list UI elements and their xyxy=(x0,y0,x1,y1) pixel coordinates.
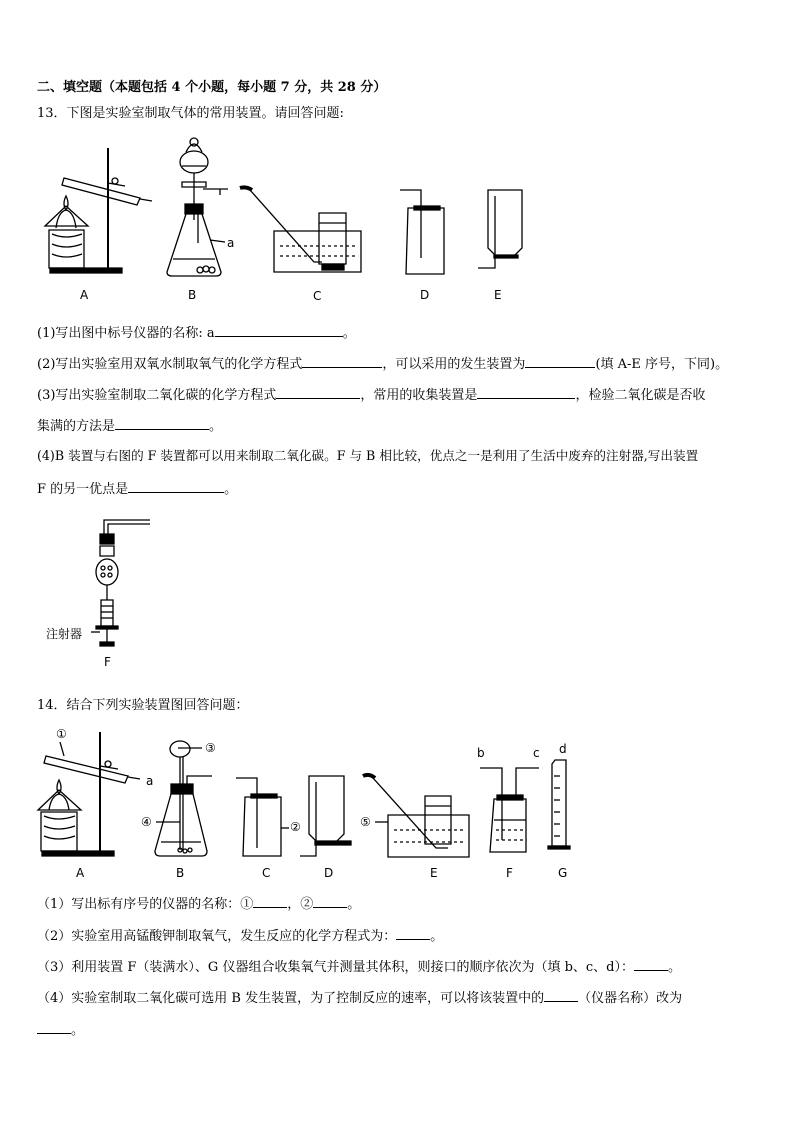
q14-apparatus-e xyxy=(363,775,469,857)
q13-l3e: 。 xyxy=(209,419,223,434)
q14-l2b: 。 xyxy=(430,929,444,944)
q13-syringe-label: 注射器 xyxy=(46,627,83,641)
q13-l3a: (3)写出实验室制取二氧化碳的化学方程式 xyxy=(37,388,277,403)
q14-stem: 14．结合下列实验装置图回答问题： xyxy=(37,698,249,713)
q14-l3b: 。 xyxy=(668,960,682,975)
q14-label-b: B xyxy=(176,866,185,880)
q14-l4c: 。 xyxy=(71,1023,85,1038)
q14-apparatus-g xyxy=(548,760,570,849)
q13-l1-text: (1)写出图中标号仪器的名称: a xyxy=(37,326,215,341)
q14-l1c: 。 xyxy=(347,897,361,912)
q14-label-c: C xyxy=(262,866,271,880)
q13-label-e: E xyxy=(494,288,502,302)
q13-l2b: ，可以采用的发生装置为 xyxy=(382,357,526,372)
q14-num-2: ② xyxy=(290,820,301,834)
q13-label-b: B xyxy=(188,288,197,302)
q13-label-c: C xyxy=(313,289,322,303)
section-title: 二、填空题（本题包括 4 个小题，每小题 7 分，共 28 分） xyxy=(37,80,387,95)
q14-label-f: F xyxy=(506,866,513,880)
q14-num-5: ⑤ xyxy=(360,815,371,829)
q14-l3a: （3）利用装置 F（装满水）、G 仪器组合收集氧气并测量其体积，则接口的顺序依次为（填 b、c、d）： xyxy=(37,960,634,975)
q14-label-d-port: d xyxy=(559,742,567,756)
q13-l2a: (2)写出实验室用双氧水制取氧气的化学方程式 xyxy=(37,357,303,372)
q14-apparatus-d xyxy=(300,776,351,856)
q13-stem: 13．下图是实验室制取气体的常用装置。请回答问题: xyxy=(37,106,344,121)
q13-label-a: A xyxy=(80,288,89,302)
q14-label-b-port: b xyxy=(477,746,485,760)
q13-l4b: F 的另一优点是 xyxy=(37,482,129,497)
q14-label-d: D xyxy=(324,866,334,880)
q14-num-1: ① xyxy=(56,727,67,741)
q14-label-a: A xyxy=(76,866,85,880)
q14-label-g: G xyxy=(558,866,568,880)
q14-num-4: ④ xyxy=(141,815,152,829)
q14-label-e: E xyxy=(430,866,438,880)
q14-l2a: （2）实验室用高锰酸钾制取氧气，发生反应的化学方程式为： xyxy=(37,929,397,944)
q14-num-3: ③ xyxy=(205,741,216,755)
q13-label-small-a: a xyxy=(227,236,235,250)
q13-l3d: 集满的方法是 xyxy=(37,419,116,434)
q13-l2c: (填 A-E 序号，下同)。 xyxy=(595,357,729,372)
q13-l3b: ，常用的收集装置是 xyxy=(360,388,478,403)
q13-l3c: ，检验二氧化碳是否收 xyxy=(575,388,706,403)
q13-l4c: 。 xyxy=(224,482,238,497)
q14-apparatus-c xyxy=(236,778,289,856)
q14-l1b: ，② xyxy=(287,897,314,912)
q13-l1-end: 。 xyxy=(342,326,356,341)
q13-label-f: F xyxy=(104,655,111,669)
q14-apparatus-a xyxy=(38,732,140,856)
q14-l1a: （1）写出标有序号的仪器的名称：① xyxy=(37,897,254,912)
q14-l4b: （仪器名称）改为 xyxy=(578,991,683,1006)
q14-l4a: （4）实验室制取二氧化碳可选用 B 发生装置，为了控制反应的速率，可以将该装置中的 xyxy=(37,991,545,1006)
q14-label-small-a: a xyxy=(146,774,154,788)
q14-apparatus-f xyxy=(480,768,539,852)
q14-label-c-port: c xyxy=(533,746,540,760)
q13-line4: (4)B 装置与右图的 F 装置都可以用来制取二氧化碳。F 与 B 相比较，优点之一是利用了生活中废弃的注射器,写出装置 xyxy=(37,448,699,463)
q14-apparatus-b xyxy=(155,741,212,856)
q13-label-d: D xyxy=(420,288,430,302)
